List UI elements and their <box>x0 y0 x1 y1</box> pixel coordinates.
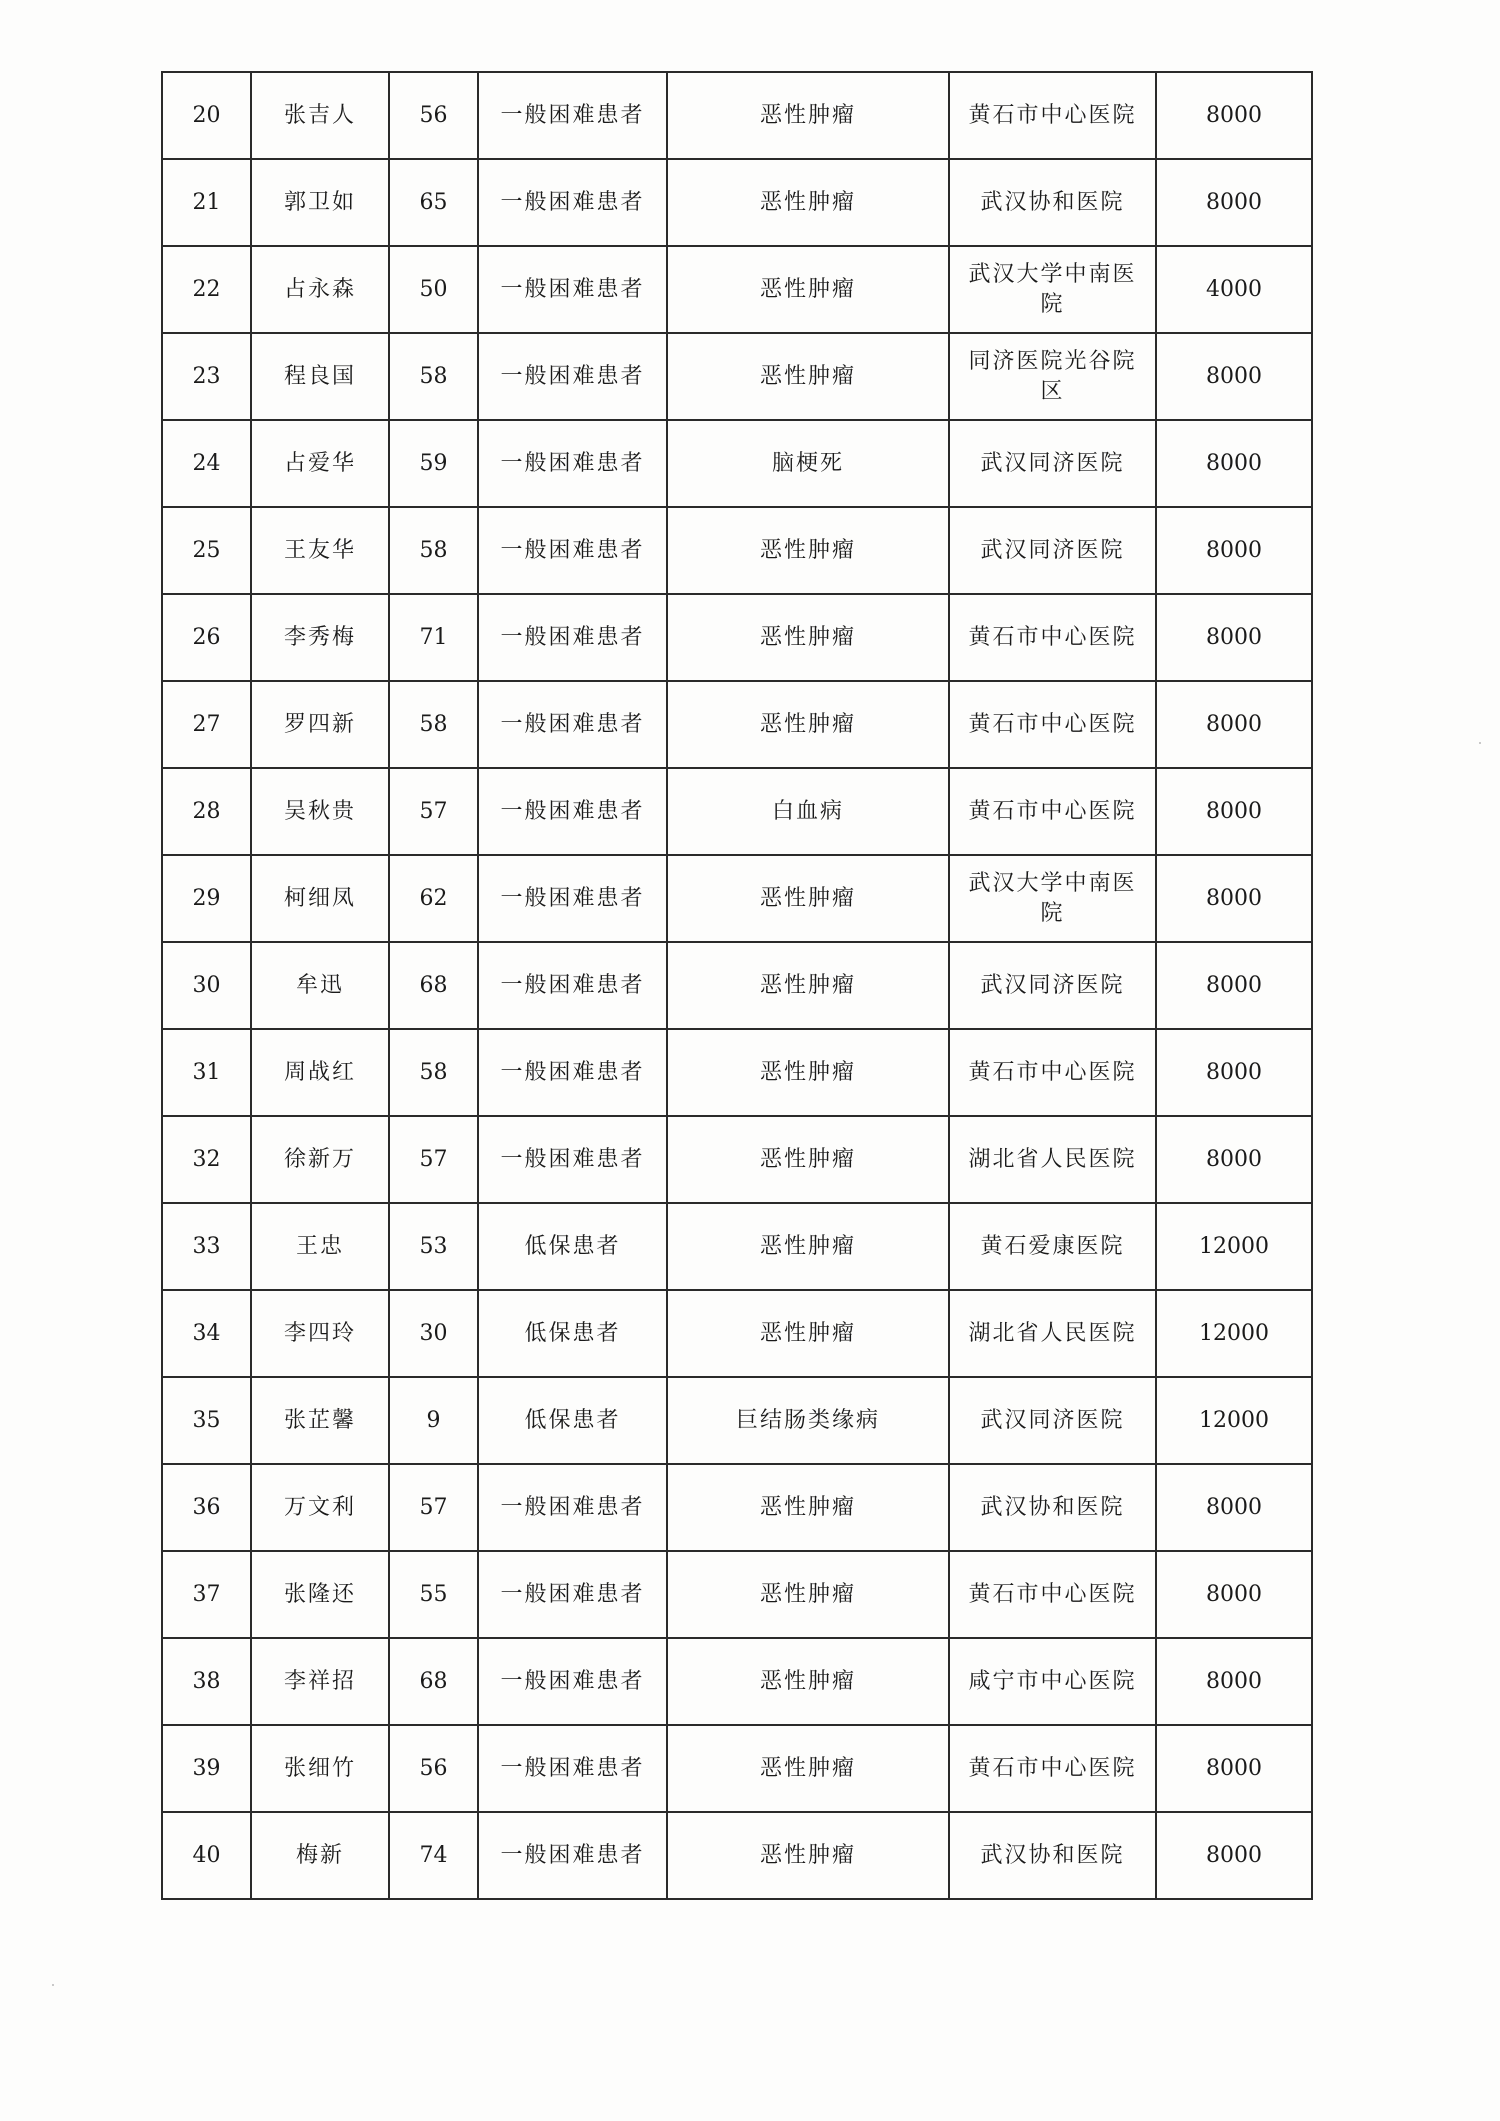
cell-age: 55 <box>389 1551 478 1638</box>
table-row <box>162 681 1312 768</box>
cell-age: 30 <box>389 1290 478 1377</box>
cell-amount: 8000 <box>1156 1029 1312 1116</box>
cell-hospital: 武汉同济医院 <box>949 942 1156 1029</box>
assistance-records-table <box>161 71 1313 1900</box>
cell-age: 68 <box>389 1638 478 1725</box>
table-row <box>162 1464 1312 1551</box>
cell-category: 一般困难患者 <box>478 246 667 333</box>
cell-index: 34 <box>162 1290 251 1377</box>
cell-hospital: 黄石市中心医院 <box>949 1029 1156 1116</box>
cell-hospital: 同济医院光谷院区 <box>949 333 1156 420</box>
cell-age: 71 <box>389 594 478 681</box>
cell-index: 28 <box>162 768 251 855</box>
cell-amount: 8000 <box>1156 1638 1312 1725</box>
cell-amount: 8000 <box>1156 1116 1312 1203</box>
cell-amount: 8000 <box>1156 420 1312 507</box>
cell-disease: 恶性肿瘤 <box>667 594 949 681</box>
cell-disease: 恶性肿瘤 <box>667 942 949 1029</box>
cell-index: 37 <box>162 1551 251 1638</box>
cell-category: 一般困难患者 <box>478 942 667 1029</box>
cell-index: 38 <box>162 1638 251 1725</box>
cell-amount: 8000 <box>1156 681 1312 768</box>
cell-age: 57 <box>389 768 478 855</box>
table-row <box>162 420 1312 507</box>
cell-hospital: 武汉同济医院 <box>949 420 1156 507</box>
cell-hospital: 黄石市中心医院 <box>949 594 1156 681</box>
cell-index: 25 <box>162 507 251 594</box>
cell-category: 一般困难患者 <box>478 333 667 420</box>
cell-hospital: 黄石市中心医院 <box>949 768 1156 855</box>
cell-name: 柯细凤 <box>251 855 389 942</box>
cell-amount: 8000 <box>1156 159 1312 246</box>
cell-disease: 恶性肿瘤 <box>667 72 949 159</box>
cell-category: 一般困难患者 <box>478 855 667 942</box>
cell-name: 张细竹 <box>251 1725 389 1812</box>
cell-age: 59 <box>389 420 478 507</box>
cell-amount: 8000 <box>1156 507 1312 594</box>
cell-index: 22 <box>162 246 251 333</box>
cell-name: 罗四新 <box>251 681 389 768</box>
cell-name: 李秀梅 <box>251 594 389 681</box>
cell-amount: 8000 <box>1156 333 1312 420</box>
cell-disease: 恶性肿瘤 <box>667 1464 949 1551</box>
table-row <box>162 1377 1312 1464</box>
cell-category: 一般困难患者 <box>478 1551 667 1638</box>
cell-index: 31 <box>162 1029 251 1116</box>
cell-category: 一般困难患者 <box>478 1029 667 1116</box>
cell-index: 24 <box>162 420 251 507</box>
cell-age: 74 <box>389 1812 478 1899</box>
cell-disease: 白血病 <box>667 768 949 855</box>
cell-hospital: 湖北省人民医院 <box>949 1290 1156 1377</box>
cell-age: 65 <box>389 159 478 246</box>
cell-index: 21 <box>162 159 251 246</box>
cell-index: 20 <box>162 72 251 159</box>
cell-disease: 恶性肿瘤 <box>667 681 949 768</box>
cell-age: 62 <box>389 855 478 942</box>
cell-category: 一般困难患者 <box>478 507 667 594</box>
cell-index: 26 <box>162 594 251 681</box>
cell-amount: 4000 <box>1156 246 1312 333</box>
cell-category: 一般困难患者 <box>478 420 667 507</box>
table-row <box>162 1203 1312 1290</box>
cell-name: 占永森 <box>251 246 389 333</box>
cell-index: 35 <box>162 1377 251 1464</box>
cell-disease: 恶性肿瘤 <box>667 159 949 246</box>
table-row <box>162 1116 1312 1203</box>
cell-age: 57 <box>389 1116 478 1203</box>
cell-category: 低保患者 <box>478 1203 667 1290</box>
cell-name: 王友华 <box>251 507 389 594</box>
cell-category: 低保患者 <box>478 1377 667 1464</box>
cell-amount: 8000 <box>1156 942 1312 1029</box>
cell-name: 王忠 <box>251 1203 389 1290</box>
cell-disease: 恶性肿瘤 <box>667 1029 949 1116</box>
cell-category: 低保患者 <box>478 1290 667 1377</box>
cell-disease: 恶性肿瘤 <box>667 855 949 942</box>
cell-disease: 恶性肿瘤 <box>667 1812 949 1899</box>
cell-disease: 恶性肿瘤 <box>667 1290 949 1377</box>
cell-category: 一般困难患者 <box>478 159 667 246</box>
cell-category: 一般困难患者 <box>478 1464 667 1551</box>
cell-hospital: 黄石市中心医院 <box>949 72 1156 159</box>
table-row <box>162 1290 1312 1377</box>
cell-name: 程良国 <box>251 333 389 420</box>
cell-age: 58 <box>389 333 478 420</box>
table-row <box>162 1551 1312 1638</box>
cell-age: 56 <box>389 1725 478 1812</box>
cell-index: 32 <box>162 1116 251 1203</box>
cell-index: 39 <box>162 1725 251 1812</box>
cell-amount: 8000 <box>1156 1464 1312 1551</box>
cell-name: 周战红 <box>251 1029 389 1116</box>
cell-amount: 8000 <box>1156 1725 1312 1812</box>
cell-age: 56 <box>389 72 478 159</box>
cell-name: 占爱华 <box>251 420 389 507</box>
cell-amount: 8000 <box>1156 855 1312 942</box>
cell-hospital: 湖北省人民医院 <box>949 1116 1156 1203</box>
cell-category: 一般困难患者 <box>478 1116 667 1203</box>
cell-name: 李四玲 <box>251 1290 389 1377</box>
cell-name: 万文利 <box>251 1464 389 1551</box>
table-row <box>162 768 1312 855</box>
cell-amount: 12000 <box>1156 1203 1312 1290</box>
cell-category: 一般困难患者 <box>478 1725 667 1812</box>
table-row <box>162 594 1312 681</box>
table-row <box>162 1638 1312 1725</box>
table-row <box>162 855 1312 942</box>
table-row <box>162 159 1312 246</box>
table-row <box>162 333 1312 420</box>
scan-speck <box>1479 742 1481 744</box>
cell-index: 27 <box>162 681 251 768</box>
cell-amount: 12000 <box>1156 1377 1312 1464</box>
cell-hospital: 武汉同济医院 <box>949 507 1156 594</box>
cell-amount: 12000 <box>1156 1290 1312 1377</box>
cell-age: 58 <box>389 507 478 594</box>
cell-amount: 8000 <box>1156 768 1312 855</box>
cell-category: 一般困难患者 <box>478 1812 667 1899</box>
cell-disease: 恶性肿瘤 <box>667 333 949 420</box>
cell-disease: 恶性肿瘤 <box>667 1725 949 1812</box>
cell-hospital: 黄石市中心医院 <box>949 1725 1156 1812</box>
cell-name: 吴秋贵 <box>251 768 389 855</box>
cell-age: 9 <box>389 1377 478 1464</box>
cell-disease: 恶性肿瘤 <box>667 1116 949 1203</box>
cell-hospital: 武汉协和医院 <box>949 1464 1156 1551</box>
cell-amount: 8000 <box>1156 72 1312 159</box>
cell-category: 一般困难患者 <box>478 681 667 768</box>
cell-hospital: 黄石爱康医院 <box>949 1203 1156 1290</box>
cell-disease: 恶性肿瘤 <box>667 1203 949 1290</box>
cell-disease: 巨结肠类缘病 <box>667 1377 949 1464</box>
cell-age: 58 <box>389 681 478 768</box>
table-row <box>162 1725 1312 1812</box>
cell-disease: 脑梗死 <box>667 420 949 507</box>
table-row <box>162 72 1312 159</box>
cell-index: 36 <box>162 1464 251 1551</box>
cell-amount: 8000 <box>1156 1551 1312 1638</box>
cell-age: 68 <box>389 942 478 1029</box>
cell-index: 40 <box>162 1812 251 1899</box>
cell-name: 牟迅 <box>251 942 389 1029</box>
cell-name: 张芷馨 <box>251 1377 389 1464</box>
cell-name: 郭卫如 <box>251 159 389 246</box>
cell-disease: 恶性肿瘤 <box>667 1638 949 1725</box>
table-row <box>162 507 1312 594</box>
cell-category: 一般困难患者 <box>478 1638 667 1725</box>
table-row <box>162 246 1312 333</box>
cell-hospital: 黄石市中心医院 <box>949 1551 1156 1638</box>
cell-category: 一般困难患者 <box>478 768 667 855</box>
cell-name: 梅新 <box>251 1812 389 1899</box>
cell-disease: 恶性肿瘤 <box>667 507 949 594</box>
table-row <box>162 1029 1312 1116</box>
cell-hospital: 武汉大学中南医院 <box>949 246 1156 333</box>
cell-name: 李祥招 <box>251 1638 389 1725</box>
table-body <box>162 72 1312 1899</box>
cell-hospital: 武汉同济医院 <box>949 1377 1156 1464</box>
cell-age: 58 <box>389 1029 478 1116</box>
cell-name: 张隆还 <box>251 1551 389 1638</box>
cell-age: 50 <box>389 246 478 333</box>
table-row <box>162 942 1312 1029</box>
cell-hospital: 武汉协和医院 <box>949 159 1156 246</box>
cell-hospital: 咸宁市中心医院 <box>949 1638 1156 1725</box>
cell-amount: 8000 <box>1156 594 1312 681</box>
cell-age: 53 <box>389 1203 478 1290</box>
cell-index: 30 <box>162 942 251 1029</box>
cell-disease: 恶性肿瘤 <box>667 1551 949 1638</box>
cell-category: 一般困难患者 <box>478 594 667 681</box>
cell-hospital: 武汉大学中南医院 <box>949 855 1156 942</box>
cell-index: 33 <box>162 1203 251 1290</box>
cell-name: 徐新万 <box>251 1116 389 1203</box>
scan-speck <box>52 1984 54 1986</box>
cell-disease: 恶性肿瘤 <box>667 246 949 333</box>
cell-index: 29 <box>162 855 251 942</box>
cell-name: 张吉人 <box>251 72 389 159</box>
cell-amount: 8000 <box>1156 1812 1312 1899</box>
cell-category: 一般困难患者 <box>478 72 667 159</box>
cell-hospital: 武汉协和医院 <box>949 1812 1156 1899</box>
cell-index: 23 <box>162 333 251 420</box>
cell-age: 57 <box>389 1464 478 1551</box>
table-row <box>162 1812 1312 1899</box>
cell-hospital: 黄石市中心医院 <box>949 681 1156 768</box>
